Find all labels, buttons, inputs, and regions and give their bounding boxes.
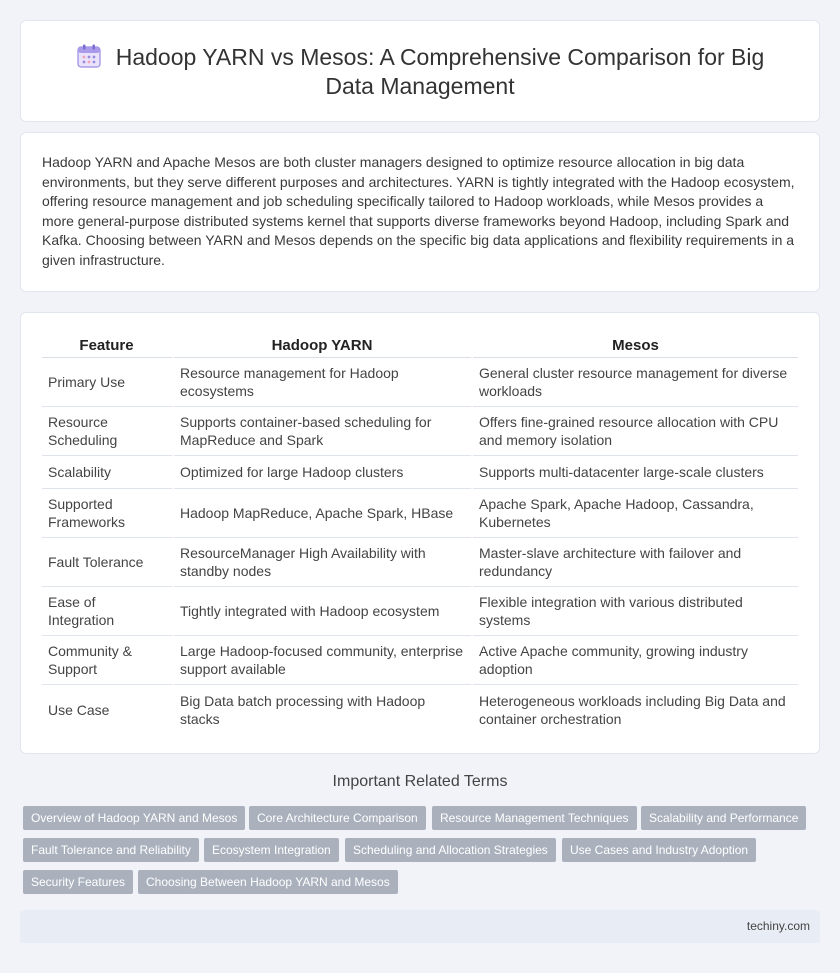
tag-fault-tolerance[interactable]: Fault Tolerance and Reliability [23,838,199,862]
feature-cell: Ease of Integration [42,587,174,636]
tag-scalability[interactable]: Scalability and Performance [641,806,806,830]
mesos-cell: Heterogeneous workloads including Big Data and container orchestration [479,692,786,727]
tag-security[interactable]: Security Features [23,870,133,894]
footer-site[interactable]: techiny.com [746,919,810,933]
footer [20,910,820,943]
intro-card [20,132,820,292]
tag-scheduling[interactable]: Scheduling and Allocation Strategies [345,838,556,862]
tag-core-architecture[interactable]: Core Architecture Comparison [249,806,426,830]
comparison-table [42,333,798,734]
table-row [42,489,798,538]
yarn-cell: Hadoop MapReduce, Apache Spark, HBase [174,489,473,538]
feature-cell: Primary Use [42,358,174,407]
yarn-cell: Big Data batch processing with Hadoop stacks [174,685,473,734]
table-row [42,407,798,456]
mesos-cell: General cluster resource management for diverse workloads [473,358,798,407]
calendar-icon [76,43,102,69]
comparison-card [20,312,820,754]
yarn-cell: Large Hadoop-focused community, enterprise support available [174,636,473,685]
mesos-cell: Master-slave architecture with failover and redundancy [473,538,798,587]
tag-resource-management[interactable]: Resource Management Techniques [432,806,637,830]
mesos-cell: Supports multi-datacenter large-scale clusters [473,456,798,489]
table-row [42,538,798,587]
table-row [42,636,798,685]
table-row [42,456,798,489]
tag-overview[interactable]: Overview of Hadoop YARN and Mesos [23,806,245,830]
table-header-row [42,333,798,358]
yarn-cell: ResourceManager High Availability with standby nodes [174,538,473,587]
yarn-cell: Optimized for large Hadoop clusters [174,456,473,489]
header-hadoop-yarn: Hadoop YARN [174,333,473,358]
tag-ecosystem-integration[interactable]: Ecosystem Integration [204,838,339,862]
table-row [42,685,798,734]
header-mesos: Mesos [473,333,798,358]
feature-cell: Fault Tolerance [42,538,174,587]
yarn-cell: Resource management for Hadoop ecosystems [174,358,473,407]
feature-cell: Supported Frameworks [42,489,174,538]
feature-cell: Resource Scheduling [42,407,174,456]
mesos-cell: Offers fine-grained resource allocation with CPU and memory isolation [473,407,798,456]
feature-cell: Use Case [42,685,174,734]
feature-cell: Community & Support [42,636,174,685]
feature-cell: Scalability [42,456,174,489]
related-terms-title: Important Related Terms [332,773,508,790]
mesos-cell: Flexible integration with various distributed systems [473,587,798,636]
intro-paragraph: Hadoop YARN and Apache Mesos are both cluster managers designed to optimize resource allocation in big data environments, but they serve different purposes and architectures. YARN is tightly integrated with the Hadoop ecosystem, offering resource management and job scheduling specifically tailored to Hadoop workloads, while Mesos provides a more general-purpose distributed systems kernel that supports diverse frameworks beyond Hadoop, including Spark and Kafka. Choosing between YARN and Mesos depends on the specific big data applications and flexibility requirements in a given infrastructure. [42,154,795,268]
title-card [20,20,820,122]
mesos-cell: Apache Spark, Apache Hadoop, Cassandra, Kubernetes [473,489,798,538]
header-feature: Feature [42,333,174,358]
page-title: Hadoop YARN vs Mesos: A Comprehensive Comparison for Big Data Management [115,44,765,99]
mesos-cell: Active Apache community, growing industry adoption [473,636,798,685]
yarn-cell: Supports container-based scheduling for MapReduce and Spark [174,407,473,456]
tag-use-cases[interactable]: Use Cases and Industry Adoption [562,838,756,862]
table-row [42,587,798,636]
table-row [42,358,798,407]
yarn-cell: Tightly integrated with Hadoop ecosystem [174,587,473,636]
tag-choosing[interactable]: Choosing Between Hadoop YARN and Mesos [138,870,398,894]
page-title-row [21,43,819,101]
